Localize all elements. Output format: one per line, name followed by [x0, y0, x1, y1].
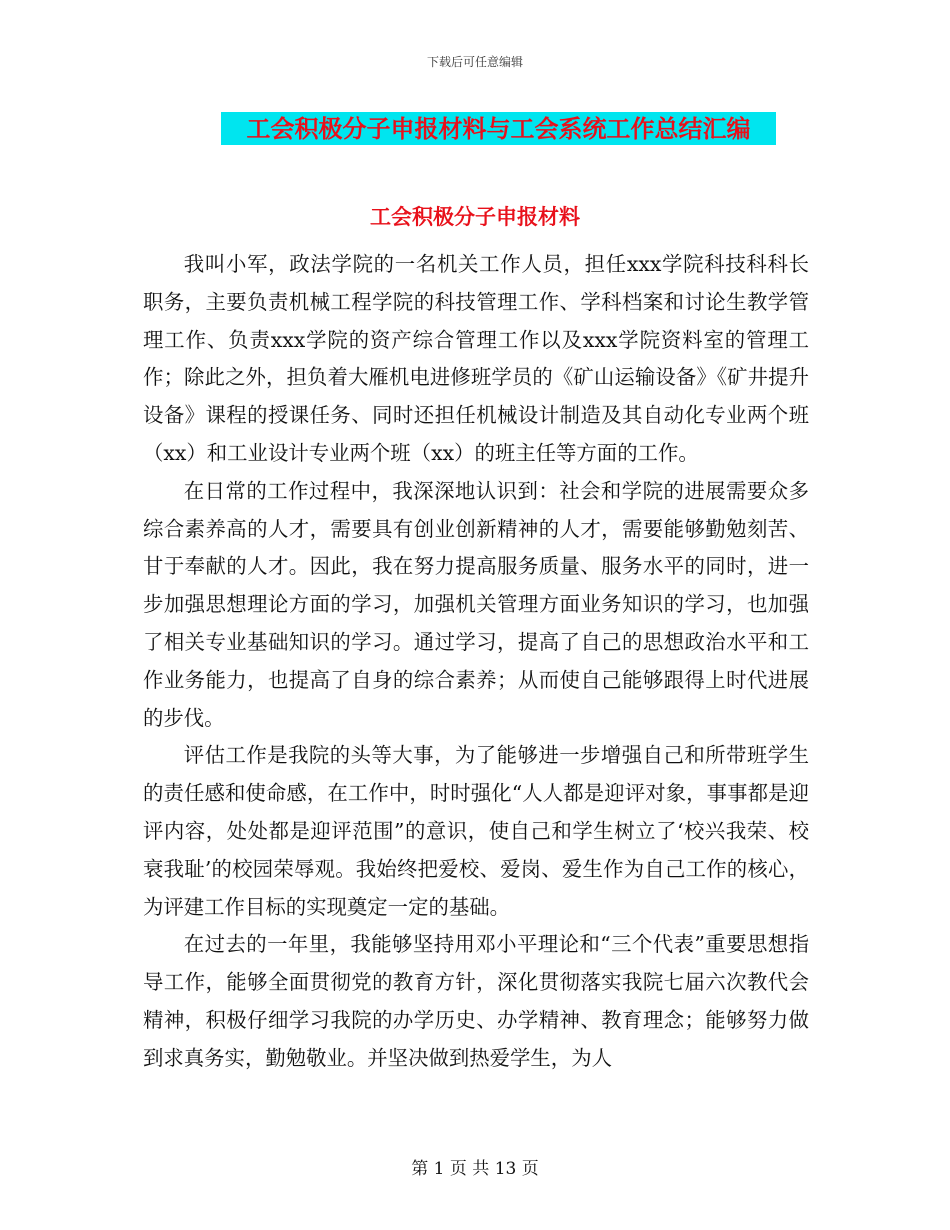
paragraph-1: 我叫小军，政法学院的一名机关工作人员，担任xxx学院科技科科长职务，主要负责机械工程学院的科技管理工作、学科档案和讨论生教学管理工作、负责xxx学院的资产综合管理工作以及xxx学院资料室的管理工作；除此之外，担负着大雁机电进修班学员的《矿山运输设备》《矿井提升设备》课程的授课任务、同时还担任机械设计制造及其自动化专业两个班（xx）和工业设计专业两个班（xx）的班主任等方面的工作。 [143, 252, 809, 465]
paragraph-2: 在日常的工作过程中，我深深地认识到：社会和学院的进展需要众多综合素养高的人才，需要具有创业创新精神的人才，需要能够勤勉刻苦、甘于奉献的人才。因此，我在努力提高服务质量、服务水平的同时，进一步加强思想理论方面的学习，加强机关管理方面业务知识的学习，也加强了相关专业基础知识的学习。通过学习，提高了自己的思想政治水平和工作业务能力，也提高了自身的综合素养；从而使自己能够跟得上时代进展的步伐。 [143, 478, 809, 730]
header-note: 下载后可任意编辑 [426, 55, 523, 69]
document-title: 工会积极分子申报材料与工会系统工作总结汇编 [221, 112, 776, 145]
paragraph-4: 在过去的一年里，我能够坚持用邓小平理论和“三个代表”重要思想指导工作，能够全面贯彻党的教育方针，深化贯彻落实我院七届六次教代会精神，积极仔细学习我院的办学历史、办学精神、教育理念；能够努力做到求真务实，勤勉敬业。并坚决做到热爱学生，为人 [143, 932, 809, 1070]
body-text [143, 246, 809, 1078]
paragraph-3: 评估工作是我院的头等大事，为了能够进一步增强自己和所带班学生的责任感和使命感，在工作中，时时强化“人人都是迎评对象，事事都是迎评内容，处处都是迎评范围”的意识，使自己和学生树立了‘校兴我荣、校衰我耻’的校园荣辱观。我始终把爱校、爱岗、爱生作为自己工作的核心，为评建工作目标的实现奠定一定的基础。 [143, 743, 809, 919]
section-title: 工会积极分子申报材料 [370, 204, 580, 229]
page-footer: 第 1 页 共 13 页 [411, 1159, 539, 1179]
